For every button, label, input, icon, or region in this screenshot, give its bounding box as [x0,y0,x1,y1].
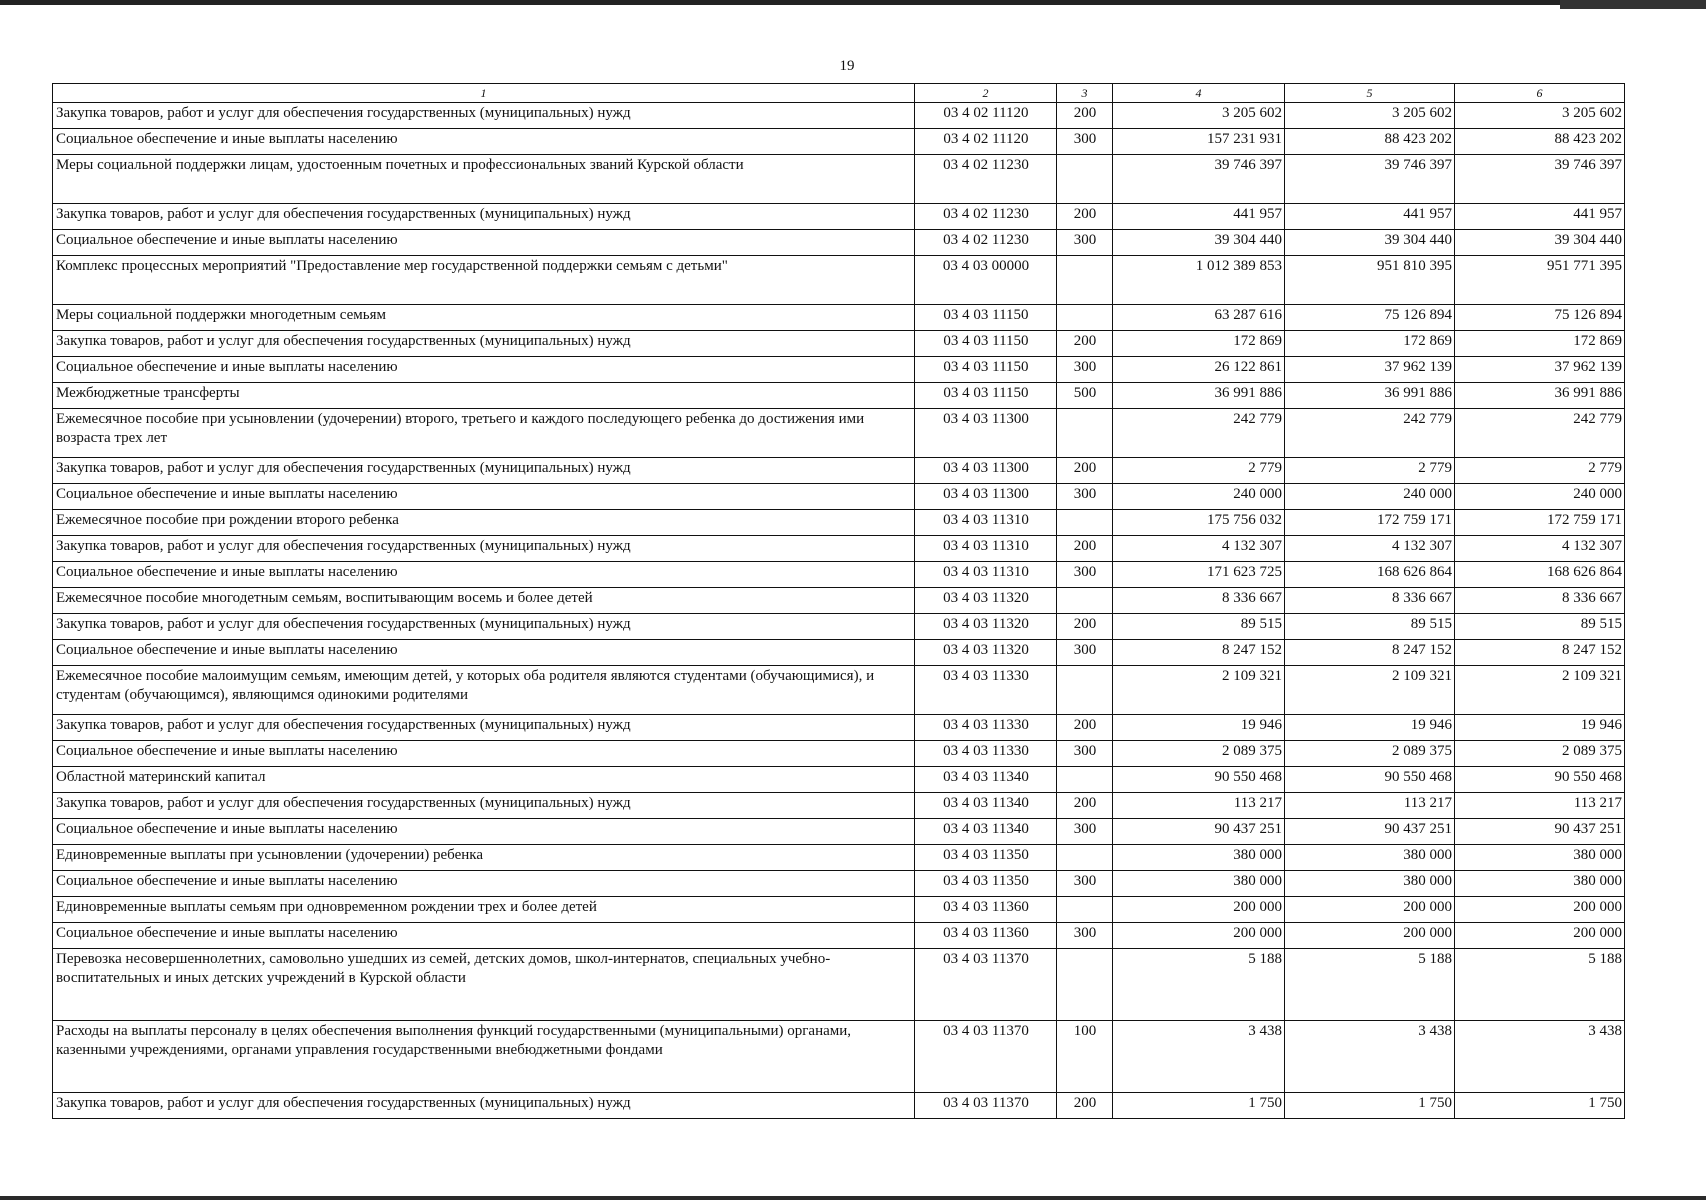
budget-table [52,83,1625,1119]
target-article-code-cell: 03 4 03 11340 [915,819,1057,845]
target-article-code-cell: 03 4 03 11320 [915,588,1057,614]
amount-col5-cell: 8 336 667 [1285,588,1455,614]
row-name-cell: Ежемесячное пособие при усыновлении (удочерении) второго, третьего и каждого последующего ребенка до достижения ими возраста трех лет [53,409,915,458]
row-name-cell: Социальное обеспечение и иные выплаты населению [53,562,915,588]
amount-col6-cell: 951 771 395 [1455,256,1625,305]
amount-col6-cell: 2 779 [1455,458,1625,484]
table-row [53,1093,1625,1119]
amount-col6-cell: 1 750 [1455,1093,1625,1119]
expense-type-cell: 200 [1057,536,1113,562]
amount-col6-cell: 168 626 864 [1455,562,1625,588]
expense-type-cell: 200 [1057,458,1113,484]
table-row [53,256,1625,305]
row-name-cell: Социальное обеспечение и иные выплаты населению [53,741,915,767]
target-article-code-cell: 03 4 03 11340 [915,767,1057,793]
page-number: 19 [839,58,855,74]
amount-col5-cell: 5 188 [1285,949,1455,1021]
table-row [53,484,1625,510]
amount-col5-cell: 37 962 139 [1285,357,1455,383]
amount-col5-cell: 4 132 307 [1285,536,1455,562]
target-article-code-cell: 03 4 03 11330 [915,741,1057,767]
amount-col5-cell: 240 000 [1285,484,1455,510]
table-row [53,103,1625,129]
amount-col6-cell: 172 869 [1455,331,1625,357]
target-article-code-cell: 03 4 03 11150 [915,305,1057,331]
amount-col6-cell: 75 126 894 [1455,305,1625,331]
amount-col6-cell: 240 000 [1455,484,1625,510]
amount-col5-cell: 441 957 [1285,204,1455,230]
target-article-code-cell: 03 4 02 11120 [915,103,1057,129]
table-row [53,383,1625,409]
amount-col4-cell: 200 000 [1113,923,1285,949]
table-row [53,204,1625,230]
amount-col5-cell: 88 423 202 [1285,129,1455,155]
amount-col5-cell: 951 810 395 [1285,256,1455,305]
amount-col4-cell: 171 623 725 [1113,562,1285,588]
amount-col4-cell: 157 231 931 [1113,129,1285,155]
table-row [53,666,1625,715]
amount-col4-cell: 63 287 616 [1113,305,1285,331]
amount-col4-cell: 90 550 468 [1113,767,1285,793]
row-name-cell: Межбюджетные трансферты [53,383,915,409]
amount-col4-cell: 8 336 667 [1113,588,1285,614]
expense-type-cell [1057,305,1113,331]
target-article-code-cell: 03 4 03 00000 [915,256,1057,305]
amount-col6-cell: 89 515 [1455,614,1625,640]
amount-col4-cell: 2 109 321 [1113,666,1285,715]
amount-col5-cell: 200 000 [1285,923,1455,949]
amount-col6-cell: 380 000 [1455,845,1625,871]
expense-type-cell: 200 [1057,793,1113,819]
target-article-code-cell: 03 4 03 11340 [915,793,1057,819]
expense-type-cell [1057,510,1113,536]
amount-col4-cell: 380 000 [1113,845,1285,871]
amount-col5-cell: 172 759 171 [1285,510,1455,536]
target-article-code-cell: 03 4 03 11300 [915,484,1057,510]
row-name-cell: Перевозка несовершеннолетних, самовольно ушедших из семей, детских домов, школ-интернатов, специальных учебно-воспитательных и иных детских учреждений в Курской области [53,949,915,1021]
row-name-cell: Социальное обеспечение и иные выплаты населению [53,871,915,897]
expense-type-cell [1057,767,1113,793]
target-article-code-cell: 03 4 03 11370 [915,949,1057,1021]
table-row [53,536,1625,562]
expense-type-cell: 300 [1057,923,1113,949]
amount-col6-cell: 90 437 251 [1455,819,1625,845]
table-row [53,767,1625,793]
target-article-code-cell: 03 4 03 11310 [915,562,1057,588]
amount-col6-cell: 380 000 [1455,871,1625,897]
amount-col6-cell: 200 000 [1455,897,1625,923]
row-name-cell: Социальное обеспечение и иные выплаты населению [53,819,915,845]
amount-col4-cell: 90 437 251 [1113,819,1285,845]
amount-col5-cell: 168 626 864 [1285,562,1455,588]
amount-col4-cell: 3 438 [1113,1021,1285,1093]
amount-col6-cell: 200 000 [1455,923,1625,949]
table-row [53,715,1625,741]
target-article-code-cell: 03 4 02 11120 [915,129,1057,155]
amount-col5-cell: 113 217 [1285,793,1455,819]
target-article-code-cell: 03 4 03 11350 [915,871,1057,897]
amount-col6-cell: 88 423 202 [1455,129,1625,155]
amount-col6-cell: 37 962 139 [1455,357,1625,383]
column-header: 2 [915,84,1057,103]
amount-col4-cell: 1 750 [1113,1093,1285,1119]
amount-col4-cell: 26 122 861 [1113,357,1285,383]
target-article-code-cell: 03 4 03 11320 [915,614,1057,640]
amount-col4-cell: 242 779 [1113,409,1285,458]
table-row [53,458,1625,484]
amount-col4-cell: 3 205 602 [1113,103,1285,129]
table-row [53,562,1625,588]
expense-type-cell: 300 [1057,741,1113,767]
scan-edge-top-right [1560,0,1706,9]
table-row [53,129,1625,155]
target-article-code-cell: 03 4 02 11230 [915,230,1057,256]
expense-type-cell [1057,845,1113,871]
row-name-cell: Социальное обеспечение и иные выплаты населению [53,129,915,155]
expense-type-cell [1057,666,1113,715]
amount-col5-cell: 39 746 397 [1285,155,1455,204]
target-article-code-cell: 03 4 03 11360 [915,897,1057,923]
row-name-cell: Ежемесячное пособие при рождении второго ребенка [53,510,915,536]
table-row [53,923,1625,949]
target-article-code-cell: 03 4 03 11370 [915,1093,1057,1119]
table-row [53,357,1625,383]
row-name-cell: Социальное обеспечение и иные выплаты населению [53,923,915,949]
target-article-code-cell: 03 4 03 11360 [915,923,1057,949]
amount-col6-cell: 36 991 886 [1455,383,1625,409]
table-row [53,871,1625,897]
target-article-code-cell: 03 4 03 11310 [915,536,1057,562]
row-name-cell: Единовременные выплаты семьям при одновременном рождении трех и более детей [53,897,915,923]
row-name-cell: Закупка товаров, работ и услуг для обеспечения государственных (муниципальных) нужд [53,331,915,357]
row-name-cell: Областной материнский капитал [53,767,915,793]
amount-col5-cell: 2 109 321 [1285,666,1455,715]
amount-col4-cell: 240 000 [1113,484,1285,510]
amount-col5-cell: 3 205 602 [1285,103,1455,129]
amount-col4-cell: 175 756 032 [1113,510,1285,536]
row-name-cell: Закупка товаров, работ и услуг для обеспечения государственных (муниципальных) нужд [53,458,915,484]
column-header: 6 [1455,84,1625,103]
amount-col4-cell: 2 089 375 [1113,741,1285,767]
expense-type-cell [1057,949,1113,1021]
row-name-cell: Ежемесячное пособие малоимущим семьям, имеющим детей, у которых оба родителя являются студентами (обучающимися), и студентам (обучающимся), являющимся одинокими родителями [53,666,915,715]
row-name-cell: Закупка товаров, работ и услуг для обеспечения государственных (муниципальных) нужд [53,793,915,819]
row-name-cell: Меры социальной поддержки лицам, удостоенным почетных и профессиональных званий Курской области [53,155,915,204]
expense-type-cell: 200 [1057,1093,1113,1119]
target-article-code-cell: 03 4 03 11300 [915,458,1057,484]
target-article-code-cell: 03 4 03 11350 [915,845,1057,871]
table-row [53,510,1625,536]
target-article-code-cell: 03 4 03 11370 [915,1021,1057,1093]
amount-col6-cell: 8 336 667 [1455,588,1625,614]
amount-col5-cell: 1 750 [1285,1093,1455,1119]
amount-col4-cell: 441 957 [1113,204,1285,230]
table-row [53,640,1625,666]
amount-col4-cell: 1 012 389 853 [1113,256,1285,305]
amount-col5-cell: 89 515 [1285,614,1455,640]
table-row [53,1021,1625,1093]
row-name-cell: Закупка товаров, работ и услуг для обеспечения государственных (муниципальных) нужд [53,715,915,741]
table-row [53,949,1625,1021]
amount-col6-cell: 19 946 [1455,715,1625,741]
expense-type-cell [1057,256,1113,305]
amount-col6-cell: 3 438 [1455,1021,1625,1093]
amount-col4-cell: 89 515 [1113,614,1285,640]
amount-col4-cell: 36 991 886 [1113,383,1285,409]
target-article-code-cell: 03 4 03 11310 [915,510,1057,536]
amount-col5-cell: 75 126 894 [1285,305,1455,331]
amount-col5-cell: 380 000 [1285,845,1455,871]
amount-col5-cell: 380 000 [1285,871,1455,897]
target-article-code-cell: 03 4 03 11300 [915,409,1057,458]
amount-col5-cell: 200 000 [1285,897,1455,923]
column-header: 3 [1057,84,1113,103]
table-row [53,741,1625,767]
table-row [53,845,1625,871]
amount-col6-cell: 8 247 152 [1455,640,1625,666]
target-article-code-cell: 03 4 03 11330 [915,666,1057,715]
expense-type-cell: 200 [1057,331,1113,357]
amount-col4-cell: 39 304 440 [1113,230,1285,256]
row-name-cell: Закупка товаров, работ и услуг для обеспечения государственных (муниципальных) нужд [53,103,915,129]
expense-type-cell: 200 [1057,614,1113,640]
amount-col6-cell: 3 205 602 [1455,103,1625,129]
expense-type-cell: 200 [1057,103,1113,129]
amount-col4-cell: 5 188 [1113,949,1285,1021]
column-header: 5 [1285,84,1455,103]
amount-col6-cell: 5 188 [1455,949,1625,1021]
expense-type-cell: 500 [1057,383,1113,409]
row-name-cell: Меры социальной поддержки многодетным семьям [53,305,915,331]
amount-col4-cell: 2 779 [1113,458,1285,484]
target-article-code-cell: 03 4 03 11330 [915,715,1057,741]
amount-col6-cell: 2 109 321 [1455,666,1625,715]
amount-col5-cell: 2 779 [1285,458,1455,484]
table-row [53,819,1625,845]
row-name-cell: Расходы на выплаты персоналу в целях обеспечения выполнения функций государственными (муниципальными) органами, казенными учреждениями, органами управления государственными внебюджетными фондами [53,1021,915,1093]
amount-col5-cell: 3 438 [1285,1021,1455,1093]
row-name-cell: Закупка товаров, работ и услуг для обеспечения государственных (муниципальных) нужд [53,536,915,562]
row-name-cell: Комплекс процессных мероприятий "Предоставление мер государственной поддержки семьям с детьми" [53,256,915,305]
row-name-cell: Социальное обеспечение и иные выплаты населению [53,230,915,256]
expense-type-cell: 300 [1057,129,1113,155]
target-article-code-cell: 03 4 03 11150 [915,331,1057,357]
amount-col4-cell: 200 000 [1113,897,1285,923]
expense-type-cell: 200 [1057,715,1113,741]
expense-type-cell: 300 [1057,819,1113,845]
target-article-code-cell: 03 4 02 11230 [915,204,1057,230]
amount-col5-cell: 90 550 468 [1285,767,1455,793]
expense-type-cell: 300 [1057,871,1113,897]
column-header: 1 [53,84,915,103]
target-article-code-cell: 03 4 03 11150 [915,383,1057,409]
scan-edge-bottom [0,1196,1706,1200]
expense-type-cell: 300 [1057,484,1113,510]
amount-col4-cell: 8 247 152 [1113,640,1285,666]
amount-col5-cell: 39 304 440 [1285,230,1455,256]
amount-col6-cell: 39 304 440 [1455,230,1625,256]
amount-col5-cell: 2 089 375 [1285,741,1455,767]
scan-edge-top [0,0,1706,5]
amount-col6-cell: 242 779 [1455,409,1625,458]
row-name-cell: Социальное обеспечение и иные выплаты населению [53,484,915,510]
table-row [53,793,1625,819]
table-row [53,331,1625,357]
table-row [53,614,1625,640]
amount-col6-cell: 441 957 [1455,204,1625,230]
table-row [53,588,1625,614]
amount-col6-cell: 172 759 171 [1455,510,1625,536]
row-name-cell: Социальное обеспечение и иные выплаты населению [53,640,915,666]
table-row [53,230,1625,256]
expense-type-cell: 300 [1057,640,1113,666]
amount-col5-cell: 172 869 [1285,331,1455,357]
target-article-code-cell: 03 4 03 11320 [915,640,1057,666]
table-body [53,103,1625,1119]
amount-col4-cell: 19 946 [1113,715,1285,741]
column-header: 4 [1113,84,1285,103]
amount-col4-cell: 380 000 [1113,871,1285,897]
table-row [53,409,1625,458]
target-article-code-cell: 03 4 02 11230 [915,155,1057,204]
amount-col6-cell: 90 550 468 [1455,767,1625,793]
amount-col6-cell: 2 089 375 [1455,741,1625,767]
row-name-cell: Закупка товаров, работ и услуг для обеспечения государственных (муниципальных) нужд [53,614,915,640]
row-name-cell: Ежемесячное пособие многодетным семьям, воспитывающим восемь и более детей [53,588,915,614]
expense-type-cell: 200 [1057,204,1113,230]
row-name-cell: Закупка товаров, работ и услуг для обеспечения государственных (муниципальных) нужд [53,1093,915,1119]
expense-type-cell [1057,897,1113,923]
expense-type-cell: 300 [1057,562,1113,588]
expense-type-cell [1057,155,1113,204]
amount-col5-cell: 8 247 152 [1285,640,1455,666]
amount-col4-cell: 4 132 307 [1113,536,1285,562]
amount-col4-cell: 39 746 397 [1113,155,1285,204]
amount-col5-cell: 90 437 251 [1285,819,1455,845]
amount-col6-cell: 113 217 [1455,793,1625,819]
expense-type-cell: 300 [1057,357,1113,383]
target-article-code-cell: 03 4 03 11150 [915,357,1057,383]
column-number-row [53,84,1625,103]
amount-col4-cell: 172 869 [1113,331,1285,357]
amount-col5-cell: 19 946 [1285,715,1455,741]
amount-col6-cell: 39 746 397 [1455,155,1625,204]
amount-col5-cell: 242 779 [1285,409,1455,458]
expense-type-cell: 100 [1057,1021,1113,1093]
row-name-cell: Закупка товаров, работ и услуг для обеспечения государственных (муниципальных) нужд [53,204,915,230]
expense-type-cell: 300 [1057,230,1113,256]
amount-col5-cell: 36 991 886 [1285,383,1455,409]
table-row [53,897,1625,923]
expense-type-cell [1057,409,1113,458]
amount-col6-cell: 4 132 307 [1455,536,1625,562]
expense-type-cell [1057,588,1113,614]
table-row [53,305,1625,331]
row-name-cell: Социальное обеспечение и иные выплаты населению [53,357,915,383]
table-row [53,155,1625,204]
row-name-cell: Единовременные выплаты при усыновлении (удочерении) ребенка [53,845,915,871]
amount-col4-cell: 113 217 [1113,793,1285,819]
